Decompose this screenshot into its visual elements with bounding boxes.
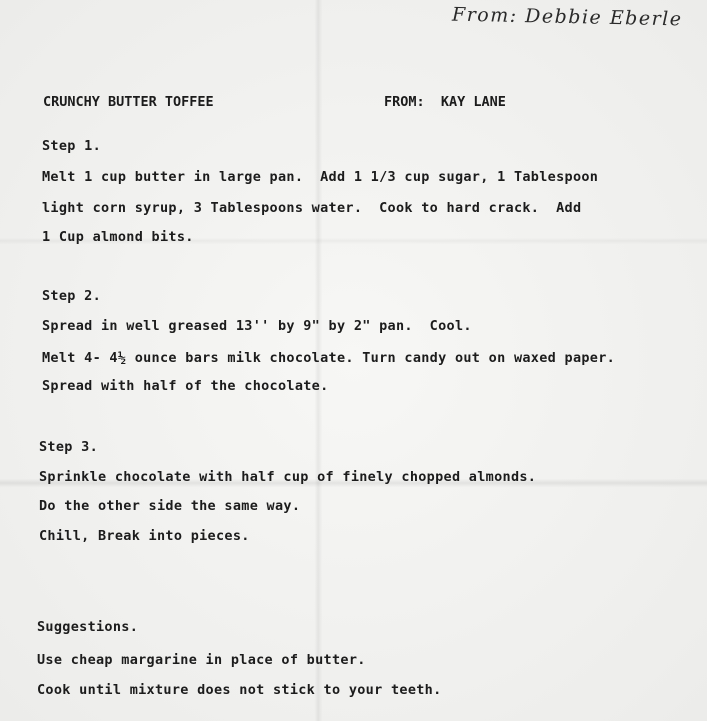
step-2-line: Spread with half of the chocolate. xyxy=(42,378,329,394)
step-1-line: 1 Cup almond bits. xyxy=(42,229,194,245)
step-2-line: Melt 4- 4½ ounce bars milk chocolate. Turn candy out on waxed paper. xyxy=(42,350,616,366)
suggestions-heading: Suggestions. xyxy=(37,619,139,635)
step-1-line: light corn syrup, 3 Tablespoons water. Cook to hard crack. Add xyxy=(42,200,582,216)
step-2-heading: Step 2. xyxy=(42,288,101,304)
step-3-line: Sprinkle chocolate with half cup of finely chopped almonds. xyxy=(39,469,537,485)
recipe-title: CRUNCHY BUTTER TOFFEE xyxy=(43,94,214,110)
recipe-source: FROM: KAY LANE xyxy=(384,94,506,110)
step-3-heading: Step 3. xyxy=(39,439,98,455)
step-1-heading: Step 1. xyxy=(42,138,101,154)
suggestion-line: Use cheap margarine in place of butter. xyxy=(37,652,366,668)
step-2-line: Spread in well greased 13'' by 9" by 2" pan. Cool. xyxy=(42,318,472,334)
suggestion-line: Cook until mixture does not stick to your teeth. xyxy=(37,682,442,698)
step-3-line: Chill, Break into pieces. xyxy=(39,528,250,544)
step-1-line: Melt 1 cup butter in large pan. Add 1 1/3 cup sugar, 1 Tablespoon xyxy=(42,169,599,185)
step-3-line: Do the other side the same way. xyxy=(39,498,301,514)
handwritten-note: From: Debbie Eberle xyxy=(451,3,683,31)
